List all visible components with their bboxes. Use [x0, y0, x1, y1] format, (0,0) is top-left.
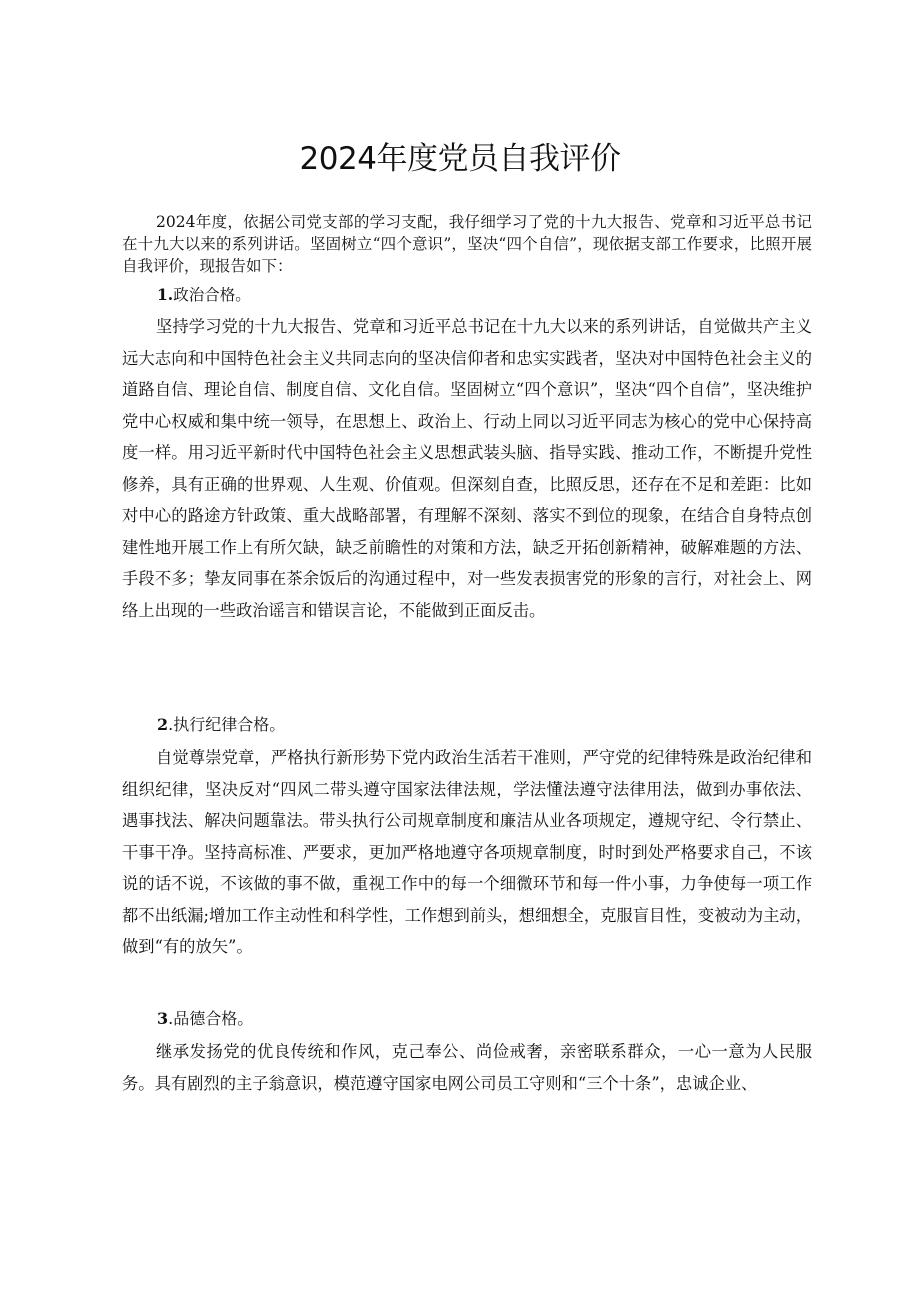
document-title: 2024年度党员自我评价 [299, 141, 621, 177]
section-body-political: 坚持学习党的十九大报告、党章和习近平总书记在十九大以来的系列讲话，自觉做共产主义远大志向和中国特色社会主义共同志向的坚决信仰者和忠实实践者，坚决对中国特色社会主义的道路自信、理论自信、制度自信、文化自信。坚固树立“四个意识”，坚决“四个自信”，坚决维护党中心权威和集中统一领导，在思想上、政治上、行动上同以习近平同志为核心的党中心保持高度一样。用习近平新时代中国特色社会主义思想武装头脑、指导实践、推动工作，不断提升党性修养，具有正确的世界观、人生观、价值观。但深刻自查，比照反思，还存在不足和差距：比如对中心的路途方针政策、重大战略部署，有理解不深刻、落实不到位的现象，在结合自身特点创建性地开展工作上有所欠缺，缺乏前瞻性的对策和方法，缺乏开拓创新精神，破解难题的方法、手段不多；挚友同事在茶余饭后的沟通过程中，对一些发表损害党的形象的言行，对社会上、网络上出现的一些政治谣言和错误言论，不能做到正面反击。 [122, 317, 812, 620]
section-heading-political [157, 284, 251, 306]
section-number: 3 [157, 1009, 169, 1028]
section-heading-text: .执行纪律合格。 [168, 715, 286, 734]
section-heading-text: 政治合格。 [173, 286, 251, 304]
section-body-morality: 继承发扬党的优良传统和作风，克己奉公、尚俭戒奢，亲密联系群众，一心一意为人民服务。具有剧烈的主子翁意识，模范遵守国家电网公司员工守则和“三个十条”，忠诚企业、 [122, 1042, 812, 1093]
intro-paragraph: 2024年度，依据公司党支部的学习支配，我仔细学习了党的十九大报告、党章和习近平总书记在十九大以来的系列讲话。坚固树立“四个意识”，坚决“四个自信”，现依据支部工作要求，比照开展自我评价，现报告如下： [122, 213, 812, 275]
section-heading-text: .品德合格。 [168, 1009, 254, 1028]
section-heading-morality [157, 1008, 253, 1030]
section-body-discipline: 自觉尊崇党章，严格执行新形势下党内政治生活若干准则，严守党的纪律特殊是政治纪律和组织纪律，坚决反对“四风二带头遵守国家法律法规，学法懂法遵守法律用法，做到办事依法、遇事找法、解决问题靠法。带头执行公司规章制度和廉洁从业各项规定，遵规守纪、令行禁止、干事干净。坚持高标准、严要求，更加严格地遵守各项规章制度，时时到处严格要求自己，不该说的话不说，不该做的事不做，重视工作中的每一个细微环节和每一件小事，力争使每一项工作都不出纸漏;增加工作主动性和科学性，工作想到前头，想细想全，克服盲目性，变被动为主动，做到“有的放矢”。 [122, 748, 812, 956]
section-number: 1. [157, 285, 174, 304]
section-number: 2 [157, 715, 169, 734]
section-heading-discipline [157, 714, 285, 736]
